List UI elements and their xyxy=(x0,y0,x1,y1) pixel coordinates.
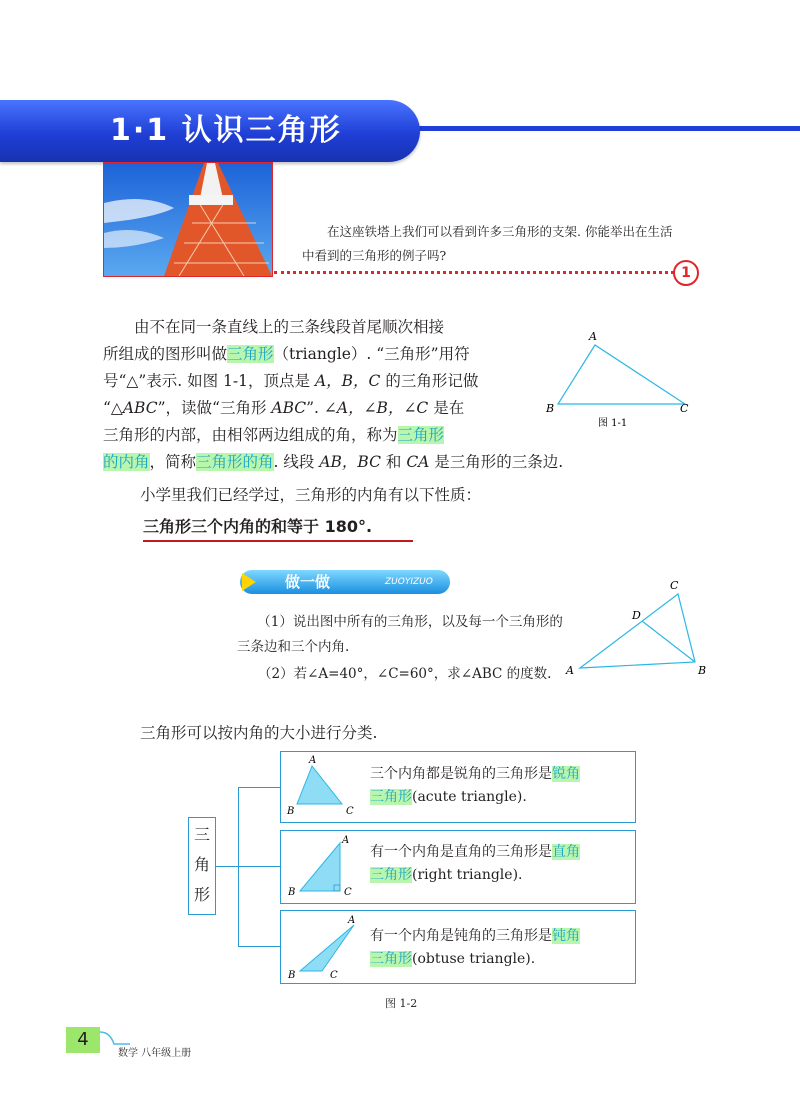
term-acute: 锐角 xyxy=(552,766,580,782)
def-line xyxy=(103,422,543,449)
root-char: 形 xyxy=(193,885,210,904)
activity-title-en: ZUOYIZUO xyxy=(385,577,433,587)
section-marker: 1 xyxy=(673,260,699,286)
figure-caption: 图 1-2 xyxy=(385,997,418,1010)
activity-title: 做一做 xyxy=(285,573,331,591)
def-text: 和 xyxy=(380,453,407,471)
root-char: 三 xyxy=(193,825,210,844)
right-triangle-text xyxy=(370,841,640,887)
vertex-label-c: C xyxy=(330,970,338,981)
math-var: CA xyxy=(406,453,430,471)
tree-connector xyxy=(238,866,280,867)
class-text: (acute triangle). xyxy=(412,789,527,805)
class-text: 有一个内角是直角的三角形是 xyxy=(370,844,552,860)
def-text: 的三角形记做 xyxy=(380,372,479,390)
term-right: 直角 xyxy=(552,844,580,860)
def-text: 三角形的内部，由相邻两边组成的角，称为 xyxy=(103,426,398,444)
math-var: A，B，C xyxy=(314,372,381,390)
def-text: ”，读做“三角形 xyxy=(157,399,272,417)
figure-caption: 图 1-1 xyxy=(598,418,628,428)
vertex-label-b: B xyxy=(288,887,296,898)
term-right: 三角形 xyxy=(370,867,412,883)
term-interior-angle: 三角形 xyxy=(397,426,445,444)
vertex-label-c: C xyxy=(344,887,352,898)
class-text: (obtuse triangle). xyxy=(412,951,536,967)
vertex-label-b: B xyxy=(287,806,295,817)
def-text: （triangle）. “三角形”用符 xyxy=(273,345,470,363)
term-obtuse: 钝角 xyxy=(552,928,580,944)
tree-connector xyxy=(238,787,280,788)
def-text: ”. ∠ xyxy=(306,399,337,417)
vertex-label-b: B xyxy=(698,664,707,677)
book-title: 数学 八年级上册 xyxy=(118,1048,192,1059)
property-intro: 小学里我们已经学过，三角形的内角有以下性质： xyxy=(140,486,482,504)
obtuse-triangle-figure xyxy=(282,911,362,981)
math-var: A，∠B，∠C xyxy=(336,399,429,417)
vertex-label-a: A xyxy=(566,664,574,677)
dotted-divider xyxy=(274,271,674,274)
vertex-label-b: B xyxy=(546,402,555,415)
def-line xyxy=(103,314,543,341)
math-var: ABC xyxy=(122,399,158,417)
vertex-label-c: C xyxy=(670,579,679,592)
figure-1-1 xyxy=(540,328,710,428)
vertex-label-a: A xyxy=(342,835,350,846)
intro-question: 在这座铁塔上我们可以看到许多三角形的支架. 你能举出在生活中看到的三角形的例子吗? xyxy=(302,224,673,263)
activity-task-2: （2）若∠A=40°，∠C=60°，求∠ABC 的度数. xyxy=(258,666,552,682)
def-line xyxy=(103,395,543,422)
term-acute: 三角形 xyxy=(370,789,412,805)
class-text: 三个内角都是锐角的三角形是 xyxy=(370,766,552,782)
def-text: ，简称 xyxy=(149,453,197,471)
def-line xyxy=(103,368,543,395)
class-text: 有一个内角是钝角的三角形是 xyxy=(370,928,552,944)
def-text: 是三角形的三条边. xyxy=(429,453,564,471)
tree-connector xyxy=(216,866,238,867)
vertex-label-d: D xyxy=(632,609,641,622)
obtuse-triangle-text xyxy=(370,925,640,971)
tree-connector xyxy=(238,946,280,947)
vertex-label-a: A xyxy=(589,330,597,343)
vertex-label-b: B xyxy=(288,970,296,981)
def-text: 是在 xyxy=(428,399,465,417)
def-text: 号“△”表示. 如图 1-1，顶点是 xyxy=(103,372,315,390)
math-var: AB，BC xyxy=(319,453,381,471)
def-text: . 线段 xyxy=(273,453,320,471)
tower-photo xyxy=(103,162,273,277)
definition-paragraph xyxy=(103,314,564,476)
class-text: (right triangle). xyxy=(412,867,523,883)
math-var: ABC xyxy=(271,399,307,417)
def-text: 所组成的图形叫做 xyxy=(103,345,228,363)
term-triangle: 三角形 xyxy=(227,345,274,363)
term-interior-angle: 的内角 xyxy=(103,453,150,471)
section-title: 1·1 认识三角形 xyxy=(110,113,342,148)
arrow-icon xyxy=(242,573,256,591)
page-number: 4 xyxy=(66,1027,100,1053)
def-line xyxy=(103,341,543,368)
acute-triangle-text xyxy=(370,763,640,809)
def-line xyxy=(103,449,564,476)
activity-task-1: （1）说出图中所有的三角形，以及每一个三角形的三条边和三个内角. xyxy=(237,614,563,655)
right-triangle-figure xyxy=(282,831,362,901)
property-underline xyxy=(143,540,413,542)
angle-sum-property: 三角形三个内角的和等于 180°. xyxy=(143,517,373,536)
def-text: “△ xyxy=(103,399,123,417)
root-char: 角 xyxy=(193,855,210,874)
vertex-label-a: A xyxy=(309,755,317,766)
def-text: 由不在同一条直线上的三条线段首尾顺次相接 xyxy=(134,318,445,336)
term-angle-of-triangle: 三角形的角 xyxy=(196,453,274,471)
vertex-label-c: C xyxy=(680,402,689,415)
term-obtuse: 三角形 xyxy=(370,951,412,967)
vertex-label-c: C xyxy=(346,806,354,817)
vertex-label-a: A xyxy=(348,915,356,926)
acute-triangle-figure xyxy=(282,752,362,820)
tree-trunk xyxy=(238,787,281,947)
classification-root xyxy=(188,817,216,915)
activity-figure xyxy=(560,576,720,680)
classification-intro: 三角形可以按内角的大小进行分类. xyxy=(140,724,378,742)
